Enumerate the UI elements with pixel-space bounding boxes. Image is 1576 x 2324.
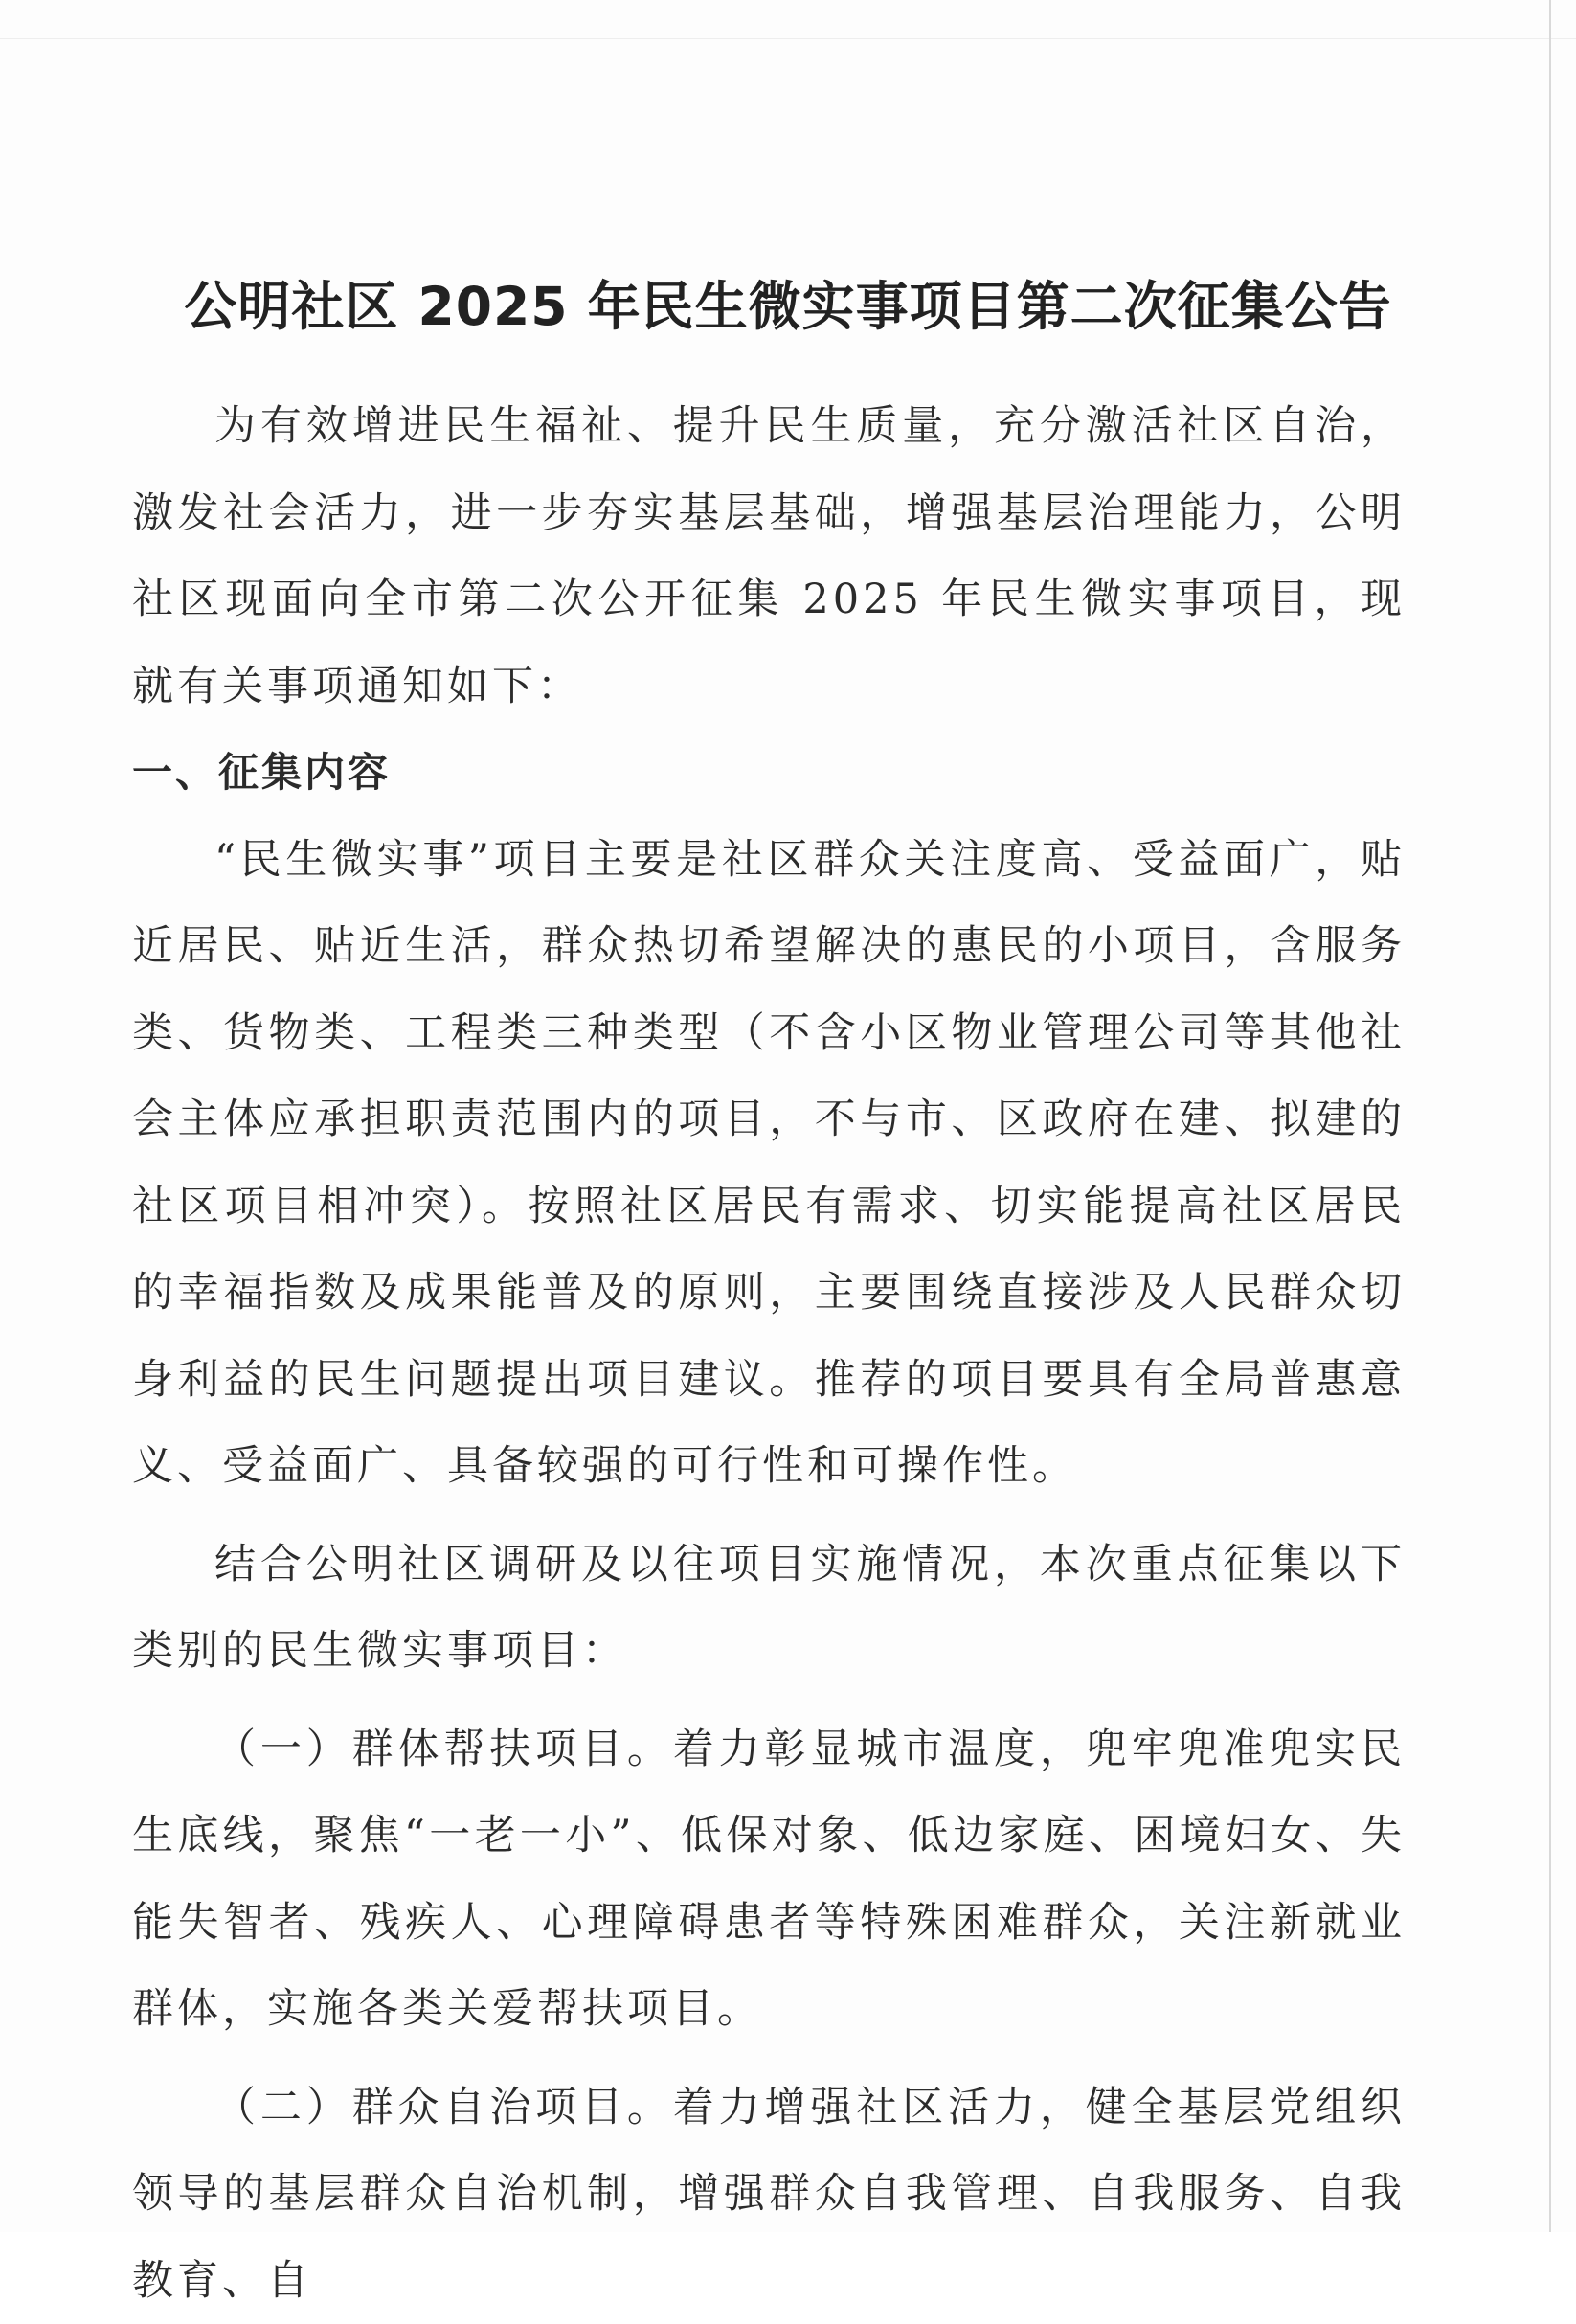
- section-heading-collection-content: 一、征集内容: [132, 730, 1406, 817]
- body-paragraph-definition: “民生微实事”项目主要是社区群众关注度高、受益面广，贴近居民、贴近生活，群众热切希望解决的惠民的小项目，含服务类、货物类、工程类三种类型（不含小区物业管理公司等其他社会主体应承担职责范围内的项目，不与市、区政府在建、拟建的社区项目相冲突）。按照社区居民有需求、切实能提高社区居民的幸福指数及成果能普及的原则，主要围绕直接涉及人民群众切身利益的民生问题提出项目建议。推荐的项目要具有全局普惠意义、受益面广、具备较强的可行性和可操作性。: [132, 817, 1406, 1510]
- document-title: 公明社区 2025 年民生微实事项目第二次征集公告: [0, 268, 1576, 345]
- scan-edge-top: [0, 38, 1576, 39]
- body-paragraph-self-governance: （二）群众自治项目。着力增强社区活力，健全基层党组织领导的基层群众自治机制，增强群众自我管理、自我服务、自我教育、自: [132, 2065, 1406, 2324]
- document-body: [132, 383, 1406, 2324]
- body-paragraph-focus-categories: 结合公明社区调研及以往项目实施情况，本次重点征集以下类别的民生微实事项目：: [132, 1522, 1406, 1695]
- body-paragraph-group-assistance: （一）群体帮扶项目。着力彰显城市温度，兜牢兜准兜实民生底线，聚焦“一老一小”、低保对象、低边家庭、困境妇女、失能失智者、残疾人、心理障碍患者等特殊困难群众，关注新就业群体，实施各类关爱帮扶项目。: [132, 1706, 1406, 2053]
- intro-paragraph: 为有效增进民生福祉、提升民生质量，充分激活社区自治，激发社会活力，进一步夯实基层基础，增强基层治理能力，公明社区现面向全市第二次公开征集 2025 年民生微实事项目，现就有关事项通知如下：: [132, 383, 1406, 730]
